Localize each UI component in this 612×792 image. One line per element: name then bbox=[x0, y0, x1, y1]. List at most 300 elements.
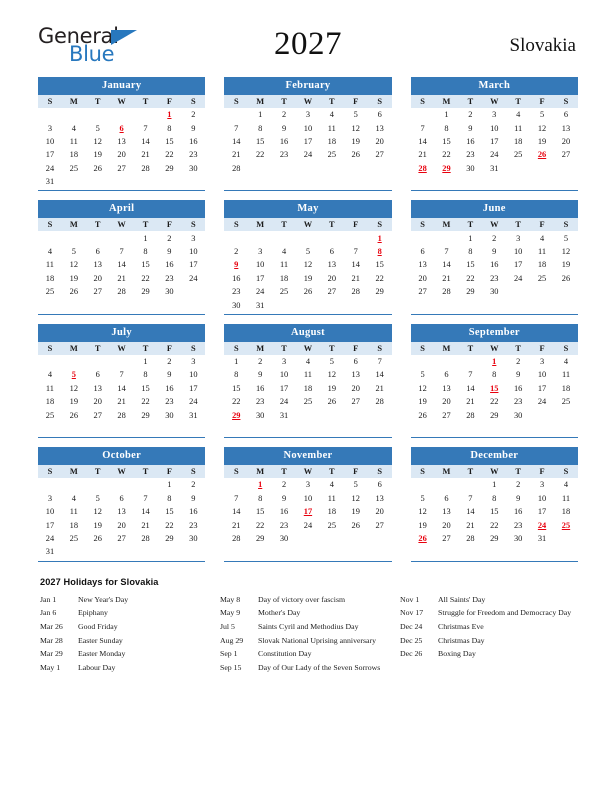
day-cell[interactable]: 5 bbox=[420, 493, 425, 503]
day-cell[interactable]: 13 bbox=[117, 507, 126, 517]
day-cell[interactable]: 26 bbox=[418, 410, 427, 420]
day-cell[interactable]: 15 bbox=[442, 137, 451, 147]
day-cell[interactable]: 23 bbox=[189, 520, 198, 530]
day-cell[interactable]: 8 bbox=[492, 493, 497, 503]
day-cell[interactable]: 5 bbox=[95, 123, 100, 133]
day-cell[interactable]: 21 bbox=[351, 273, 360, 283]
day-cell[interactable]: 6 bbox=[353, 357, 358, 367]
day-cell[interactable]: 24 bbox=[189, 397, 198, 407]
day-cell[interactable]: 27 bbox=[93, 287, 102, 297]
day-cell[interactable]: 25 bbox=[327, 520, 337, 530]
day-cell[interactable]: 1 bbox=[492, 480, 497, 490]
day-cell[interactable]: 21 bbox=[466, 520, 475, 530]
day-cell[interactable]: 19 bbox=[69, 273, 79, 283]
day-cell[interactable]: 21 bbox=[375, 383, 384, 393]
day-cell[interactable]: 19 bbox=[351, 507, 360, 517]
day-cell[interactable]: 21 bbox=[232, 150, 241, 160]
day-cell[interactable]: 25 bbox=[69, 534, 79, 544]
day-cell[interactable]: 16 bbox=[232, 273, 241, 283]
day-cell[interactable]: 2 bbox=[516, 480, 521, 490]
day-cell[interactable]: 18 bbox=[45, 273, 55, 283]
day-cell[interactable]: 13 bbox=[117, 137, 126, 147]
day-cell[interactable]: 24 bbox=[490, 150, 499, 160]
day-cell[interactable]: 5 bbox=[353, 110, 358, 120]
day-cell[interactable]: 8 bbox=[167, 493, 172, 503]
day-cell[interactable]: 31 bbox=[279, 410, 289, 420]
day-cell[interactable]: 26 bbox=[69, 287, 79, 297]
day-cell[interactable]: 23 bbox=[232, 287, 241, 297]
day-cell[interactable]: 3 bbox=[305, 480, 311, 490]
day-cell[interactable]: 24 bbox=[279, 397, 289, 407]
day-cell[interactable]: 1 bbox=[468, 233, 473, 243]
day-cell[interactable]: 19 bbox=[351, 137, 360, 147]
day-cell[interactable]: 5 bbox=[329, 357, 334, 367]
day-cell[interactable]: 19 bbox=[303, 273, 313, 283]
day-cell[interactable]: 28 bbox=[232, 534, 241, 544]
day-cell[interactable]: 17 bbox=[537, 507, 547, 517]
day-cell[interactable]: 10 bbox=[279, 370, 289, 380]
day-cell[interactable]: 15 bbox=[165, 137, 174, 147]
day-cell[interactable]: 8 bbox=[492, 370, 497, 380]
day-cell[interactable]: 2 bbox=[281, 480, 287, 490]
day-cell[interactable]: 25 bbox=[45, 410, 55, 420]
day-cell[interactable]: 13 bbox=[93, 383, 102, 393]
day-cell[interactable]: 2 bbox=[492, 233, 497, 243]
day-cell[interactable]: 23 bbox=[466, 150, 475, 160]
day-cell[interactable]: 21 bbox=[232, 520, 241, 530]
day-cell[interactable]: 10 bbox=[537, 370, 547, 380]
day-cell[interactable]: 4 bbox=[281, 247, 287, 257]
day-cell[interactable]: 27 bbox=[117, 534, 126, 544]
day-cell[interactable]: 11 bbox=[45, 383, 54, 393]
day-cell[interactable]: 23 bbox=[513, 397, 523, 407]
day-cell[interactable]: 4 bbox=[71, 123, 76, 133]
day-cell[interactable]: 24 bbox=[303, 520, 313, 530]
day-cell[interactable]: 6 bbox=[119, 493, 124, 503]
day-cell[interactable]: 19 bbox=[537, 137, 547, 147]
day-cell[interactable]: 21 bbox=[117, 397, 126, 407]
day-cell[interactable]: 14 bbox=[141, 137, 150, 147]
day-cell[interactable]: 28 bbox=[351, 287, 360, 297]
day-cell[interactable]: 25 bbox=[327, 150, 337, 160]
day-cell[interactable]: 4 bbox=[305, 357, 311, 367]
day-cell[interactable]: 7 bbox=[468, 370, 473, 380]
day-cell[interactable]: 3 bbox=[539, 480, 545, 490]
day-cell[interactable]: 22 bbox=[232, 397, 241, 407]
day-cell[interactable]: 18 bbox=[327, 137, 337, 147]
day-cell[interactable]: 14 bbox=[466, 507, 475, 517]
day-cell[interactable]: 30 bbox=[232, 300, 241, 310]
day-cell[interactable]: 22 bbox=[375, 273, 384, 283]
day-cell[interactable]: 7 bbox=[143, 493, 148, 503]
day-cell[interactable]: 23 bbox=[189, 150, 198, 160]
day-cell-holiday[interactable]: 29 bbox=[442, 163, 451, 173]
day-cell[interactable]: 28 bbox=[375, 397, 384, 407]
day-cell[interactable]: 12 bbox=[303, 260, 313, 270]
day-cell[interactable]: 23 bbox=[279, 150, 289, 160]
day-cell[interactable]: 20 bbox=[375, 137, 384, 147]
day-cell[interactable]: 12 bbox=[418, 383, 427, 393]
day-cell[interactable]: 5 bbox=[420, 370, 425, 380]
day-cell[interactable]: 28 bbox=[232, 163, 241, 173]
day-cell[interactable]: 5 bbox=[353, 480, 358, 490]
day-cell[interactable]: 22 bbox=[442, 150, 451, 160]
day-cell[interactable]: 14 bbox=[442, 260, 451, 270]
day-cell[interactable]: 2 bbox=[167, 357, 172, 367]
day-cell[interactable]: 21 bbox=[117, 273, 126, 283]
day-cell[interactable]: 4 bbox=[516, 110, 521, 120]
day-cell[interactable]: 18 bbox=[537, 260, 547, 270]
day-cell[interactable]: 18 bbox=[45, 397, 55, 407]
day-cell[interactable]: 16 bbox=[513, 507, 523, 517]
day-cell[interactable]: 12 bbox=[93, 137, 102, 147]
day-cell[interactable]: 17 bbox=[513, 260, 523, 270]
day-cell[interactable]: 30 bbox=[165, 287, 174, 297]
day-cell[interactable]: 4 bbox=[563, 357, 569, 367]
day-cell[interactable]: 27 bbox=[442, 534, 451, 544]
day-cell[interactable]: 9 bbox=[191, 123, 196, 133]
day-cell[interactable]: 1 bbox=[444, 110, 449, 120]
day-cell[interactable]: 3 bbox=[305, 110, 311, 120]
day-cell[interactable]: 7 bbox=[143, 123, 148, 133]
day-cell[interactable]: 16 bbox=[466, 137, 475, 147]
day-cell[interactable]: 21 bbox=[141, 520, 150, 530]
day-cell[interactable]: 18 bbox=[303, 383, 313, 393]
day-cell[interactable]: 5 bbox=[563, 233, 569, 243]
day-cell-holiday[interactable]: 9 bbox=[234, 260, 239, 270]
day-cell[interactable]: 7 bbox=[119, 370, 124, 380]
day-cell[interactable]: 17 bbox=[189, 383, 198, 393]
day-cell[interactable]: 27 bbox=[561, 150, 571, 160]
day-cell[interactable]: 17 bbox=[279, 383, 289, 393]
day-cell[interactable]: 13 bbox=[93, 260, 102, 270]
day-cell[interactable]: 22 bbox=[165, 520, 174, 530]
day-cell[interactable]: 14 bbox=[232, 137, 241, 147]
day-cell[interactable]: 22 bbox=[255, 150, 265, 160]
day-cell[interactable]: 1 bbox=[234, 357, 239, 367]
day-cell[interactable]: 26 bbox=[69, 410, 79, 420]
day-cell[interactable]: 26 bbox=[351, 150, 360, 160]
day-cell[interactable]: 31 bbox=[189, 410, 198, 420]
day-cell[interactable]: 10 bbox=[189, 247, 198, 257]
day-cell[interactable]: 26 bbox=[561, 273, 571, 283]
day-cell[interactable]: 7 bbox=[377, 357, 382, 367]
day-cell[interactable]: 3 bbox=[281, 357, 287, 367]
day-cell[interactable]: 16 bbox=[279, 137, 289, 147]
day-cell[interactable]: 22 bbox=[255, 520, 265, 530]
day-cell[interactable]: 18 bbox=[327, 507, 337, 517]
day-cell[interactable]: 26 bbox=[351, 520, 360, 530]
day-cell[interactable]: 24 bbox=[537, 397, 547, 407]
day-cell[interactable]: 17 bbox=[490, 137, 499, 147]
day-cell[interactable]: 16 bbox=[189, 507, 198, 517]
day-cell[interactable]: 16 bbox=[279, 507, 289, 517]
day-cell[interactable]: 20 bbox=[117, 150, 126, 160]
day-cell[interactable]: 24 bbox=[45, 163, 55, 173]
day-cell[interactable]: 5 bbox=[95, 493, 100, 503]
day-cell[interactable]: 13 bbox=[561, 123, 571, 133]
day-cell[interactable]: 16 bbox=[189, 137, 198, 147]
day-cell[interactable]: 25 bbox=[279, 287, 289, 297]
day-cell-holiday[interactable]: 24 bbox=[537, 520, 547, 530]
day-cell-holiday[interactable]: 15 bbox=[490, 383, 499, 393]
day-cell[interactable]: 10 bbox=[490, 123, 499, 133]
day-cell[interactable]: 22 bbox=[490, 397, 499, 407]
day-cell[interactable]: 4 bbox=[539, 233, 545, 243]
day-cell[interactable]: 14 bbox=[466, 383, 475, 393]
day-cell[interactable]: 9 bbox=[281, 123, 287, 133]
day-cell[interactable]: 20 bbox=[375, 507, 384, 517]
day-cell[interactable]: 7 bbox=[420, 123, 425, 133]
day-cell-holiday[interactable]: 1 bbox=[377, 233, 382, 243]
day-cell[interactable]: 3 bbox=[47, 123, 53, 133]
day-cell[interactable]: 3 bbox=[492, 110, 497, 120]
day-cell[interactable]: 29 bbox=[490, 410, 499, 420]
day-cell[interactable]: 7 bbox=[234, 123, 239, 133]
day-cell[interactable]: 11 bbox=[561, 493, 571, 503]
day-cell-holiday[interactable]: 6 bbox=[119, 123, 124, 133]
day-cell-holiday[interactable]: 28 bbox=[418, 163, 427, 173]
day-cell[interactable]: 6 bbox=[444, 493, 449, 503]
day-cell-holiday[interactable]: 29 bbox=[232, 410, 241, 420]
day-cell[interactable]: 30 bbox=[490, 287, 499, 297]
day-cell[interactable]: 29 bbox=[141, 287, 150, 297]
day-cell[interactable]: 28 bbox=[141, 534, 150, 544]
day-cell[interactable]: 8 bbox=[258, 493, 263, 503]
day-cell[interactable]: 15 bbox=[375, 260, 384, 270]
day-cell[interactable]: 16 bbox=[255, 383, 265, 393]
day-cell[interactable]: 2 bbox=[191, 480, 196, 490]
day-cell[interactable]: 19 bbox=[327, 383, 337, 393]
day-cell[interactable]: 29 bbox=[165, 534, 174, 544]
day-cell[interactable]: 13 bbox=[375, 123, 384, 133]
day-cell[interactable]: 25 bbox=[561, 397, 571, 407]
day-cell[interactable]: 14 bbox=[117, 383, 126, 393]
day-cell-holiday[interactable]: 1 bbox=[258, 480, 263, 490]
day-cell[interactable]: 24 bbox=[45, 534, 55, 544]
day-cell[interactable]: 14 bbox=[375, 370, 384, 380]
day-cell[interactable]: 31 bbox=[490, 163, 499, 173]
day-cell[interactable]: 10 bbox=[45, 137, 55, 147]
day-cell[interactable]: 23 bbox=[165, 273, 174, 283]
day-cell[interactable]: 27 bbox=[93, 410, 102, 420]
day-cell[interactable]: 10 bbox=[513, 247, 523, 257]
day-cell[interactable]: 2 bbox=[191, 110, 196, 120]
day-cell[interactable]: 22 bbox=[165, 150, 174, 160]
day-cell[interactable]: 19 bbox=[418, 520, 427, 530]
day-cell[interactable]: 11 bbox=[45, 260, 54, 270]
day-cell[interactable]: 25 bbox=[69, 163, 79, 173]
day-cell[interactable]: 28 bbox=[442, 287, 451, 297]
day-cell[interactable]: 2 bbox=[167, 233, 172, 243]
day-cell[interactable]: 19 bbox=[561, 260, 571, 270]
day-cell[interactable]: 27 bbox=[418, 287, 427, 297]
day-cell[interactable]: 12 bbox=[351, 123, 360, 133]
day-cell[interactable]: 30 bbox=[513, 534, 523, 544]
day-cell[interactable]: 19 bbox=[93, 520, 102, 530]
day-cell[interactable]: 10 bbox=[189, 370, 198, 380]
day-cell[interactable]: 9 bbox=[516, 493, 521, 503]
day-cell[interactable]: 27 bbox=[351, 397, 360, 407]
day-cell[interactable]: 13 bbox=[327, 260, 337, 270]
day-cell[interactable]: 17 bbox=[45, 150, 55, 160]
day-cell[interactable]: 16 bbox=[165, 383, 174, 393]
day-cell[interactable]: 5 bbox=[305, 247, 311, 257]
day-cell[interactable]: 6 bbox=[95, 370, 100, 380]
day-cell[interactable]: 11 bbox=[327, 123, 336, 133]
day-cell[interactable]: 7 bbox=[119, 247, 124, 257]
day-cell[interactable]: 7 bbox=[444, 247, 449, 257]
day-cell[interactable]: 28 bbox=[141, 163, 150, 173]
day-cell[interactable]: 15 bbox=[255, 137, 265, 147]
day-cell[interactable]: 31 bbox=[537, 534, 547, 544]
day-cell[interactable]: 9 bbox=[492, 247, 497, 257]
day-cell[interactable]: 13 bbox=[375, 493, 384, 503]
day-cell[interactable]: 12 bbox=[418, 507, 427, 517]
day-cell[interactable]: 6 bbox=[95, 247, 100, 257]
day-cell[interactable]: 30 bbox=[189, 163, 198, 173]
day-cell[interactable]: 17 bbox=[189, 260, 198, 270]
day-cell[interactable]: 3 bbox=[539, 357, 545, 367]
day-cell[interactable]: 9 bbox=[167, 247, 172, 257]
day-cell[interactable]: 18 bbox=[561, 507, 571, 517]
day-cell[interactable]: 20 bbox=[561, 137, 571, 147]
day-cell[interactable]: 31 bbox=[45, 547, 55, 557]
day-cell-holiday[interactable]: 8 bbox=[377, 247, 382, 257]
day-cell[interactable]: 23 bbox=[165, 397, 174, 407]
day-cell[interactable]: 20 bbox=[442, 520, 451, 530]
day-cell-holiday[interactable]: 1 bbox=[167, 110, 172, 120]
day-cell[interactable]: 18 bbox=[69, 520, 79, 530]
day-cell[interactable]: 8 bbox=[444, 123, 449, 133]
day-cell-holiday[interactable]: 5 bbox=[71, 370, 76, 380]
day-cell[interactable]: 11 bbox=[327, 493, 336, 503]
day-cell[interactable]: 2 bbox=[516, 357, 521, 367]
day-cell[interactable]: 12 bbox=[537, 123, 547, 133]
day-cell[interactable]: 17 bbox=[45, 520, 55, 530]
day-cell[interactable]: 6 bbox=[377, 480, 382, 490]
day-cell[interactable]: 29 bbox=[375, 287, 384, 297]
day-cell[interactable]: 21 bbox=[141, 150, 150, 160]
day-cell[interactable]: 20 bbox=[418, 273, 427, 283]
day-cell[interactable]: 10 bbox=[303, 123, 313, 133]
day-cell-holiday[interactable]: 25 bbox=[561, 520, 571, 530]
day-cell[interactable]: 19 bbox=[93, 150, 102, 160]
day-cell[interactable]: 15 bbox=[466, 260, 475, 270]
day-cell[interactable]: 11 bbox=[561, 370, 571, 380]
day-cell[interactable]: 18 bbox=[561, 383, 571, 393]
day-cell[interactable]: 15 bbox=[232, 383, 241, 393]
day-cell[interactable]: 20 bbox=[117, 520, 126, 530]
day-cell[interactable]: 13 bbox=[351, 370, 360, 380]
day-cell[interactable]: 8 bbox=[167, 123, 172, 133]
day-cell[interactable]: 15 bbox=[255, 507, 265, 517]
day-cell[interactable]: 31 bbox=[45, 177, 55, 187]
day-cell[interactable]: 21 bbox=[466, 397, 475, 407]
day-cell[interactable]: 2 bbox=[234, 247, 239, 257]
day-cell[interactable]: 22 bbox=[141, 273, 150, 283]
day-cell[interactable]: 27 bbox=[442, 410, 451, 420]
day-cell[interactable]: 30 bbox=[279, 534, 289, 544]
day-cell[interactable]: 23 bbox=[255, 397, 265, 407]
day-cell[interactable]: 4 bbox=[47, 247, 53, 257]
day-cell[interactable]: 26 bbox=[303, 287, 313, 297]
day-cell[interactable]: 11 bbox=[280, 260, 289, 270]
day-cell[interactable]: 8 bbox=[143, 370, 148, 380]
day-cell[interactable]: 13 bbox=[418, 260, 427, 270]
day-cell[interactable]: 10 bbox=[537, 493, 547, 503]
day-cell[interactable]: 15 bbox=[141, 383, 150, 393]
day-cell[interactable]: 3 bbox=[47, 493, 53, 503]
day-cell[interactable]: 22 bbox=[141, 397, 150, 407]
day-cell[interactable]: 24 bbox=[303, 150, 313, 160]
day-cell[interactable]: 15 bbox=[165, 507, 174, 517]
day-cell[interactable]: 2 bbox=[468, 110, 473, 120]
day-cell[interactable]: 19 bbox=[69, 397, 79, 407]
day-cell[interactable]: 10 bbox=[303, 493, 313, 503]
day-cell-holiday[interactable]: 26 bbox=[418, 534, 427, 544]
day-cell[interactable]: 8 bbox=[258, 123, 263, 133]
day-cell[interactable]: 8 bbox=[234, 370, 239, 380]
day-cell[interactable]: 12 bbox=[327, 370, 337, 380]
day-cell[interactable]: 12 bbox=[561, 247, 571, 257]
day-cell[interactable]: 15 bbox=[141, 260, 150, 270]
day-cell[interactable]: 20 bbox=[442, 397, 451, 407]
day-cell[interactable]: 21 bbox=[442, 273, 451, 283]
day-cell[interactable]: 28 bbox=[117, 287, 126, 297]
day-cell[interactable]: 3 bbox=[258, 247, 263, 257]
day-cell[interactable]: 16 bbox=[513, 383, 523, 393]
day-cell[interactable]: 4 bbox=[71, 493, 76, 503]
day-cell-holiday[interactable]: 17 bbox=[303, 507, 313, 517]
day-cell[interactable]: 8 bbox=[468, 247, 473, 257]
day-cell[interactable]: 15 bbox=[490, 507, 499, 517]
day-cell[interactable]: 1 bbox=[143, 233, 148, 243]
day-cell[interactable]: 3 bbox=[191, 357, 196, 367]
day-cell[interactable]: 23 bbox=[279, 520, 289, 530]
day-cell[interactable]: 10 bbox=[255, 260, 265, 270]
day-cell[interactable]: 28 bbox=[466, 410, 475, 420]
day-cell[interactable]: 9 bbox=[191, 493, 196, 503]
day-cell[interactable]: 29 bbox=[141, 410, 150, 420]
day-cell[interactable]: 24 bbox=[255, 287, 265, 297]
day-cell[interactable]: 8 bbox=[143, 247, 148, 257]
day-cell[interactable]: 14 bbox=[117, 260, 126, 270]
day-cell[interactable]: 20 bbox=[93, 273, 102, 283]
day-cell[interactable]: 14 bbox=[141, 507, 150, 517]
day-cell[interactable]: 25 bbox=[513, 150, 523, 160]
day-cell[interactable]: 7 bbox=[353, 247, 358, 257]
day-cell[interactable]: 1 bbox=[258, 110, 263, 120]
day-cell[interactable]: 18 bbox=[513, 137, 523, 147]
day-cell[interactable]: 30 bbox=[255, 410, 265, 420]
day-cell[interactable]: 13 bbox=[442, 383, 451, 393]
day-cell[interactable]: 4 bbox=[47, 370, 53, 380]
day-cell[interactable]: 12 bbox=[351, 493, 360, 503]
day-cell[interactable]: 22 bbox=[466, 273, 475, 283]
day-cell[interactable]: 31 bbox=[255, 300, 265, 310]
day-cell[interactable]: 24 bbox=[513, 273, 523, 283]
day-cell[interactable]: 11 bbox=[514, 123, 523, 133]
day-cell[interactable]: 1 bbox=[167, 480, 172, 490]
day-cell[interactable]: 10 bbox=[45, 507, 55, 517]
day-cell[interactable]: 30 bbox=[466, 163, 475, 173]
day-cell[interactable]: 14 bbox=[351, 260, 360, 270]
day-cell[interactable]: 21 bbox=[418, 150, 427, 160]
day-cell[interactable]: 11 bbox=[538, 247, 547, 257]
day-cell[interactable]: 3 bbox=[516, 233, 521, 243]
day-cell[interactable]: 29 bbox=[466, 287, 475, 297]
